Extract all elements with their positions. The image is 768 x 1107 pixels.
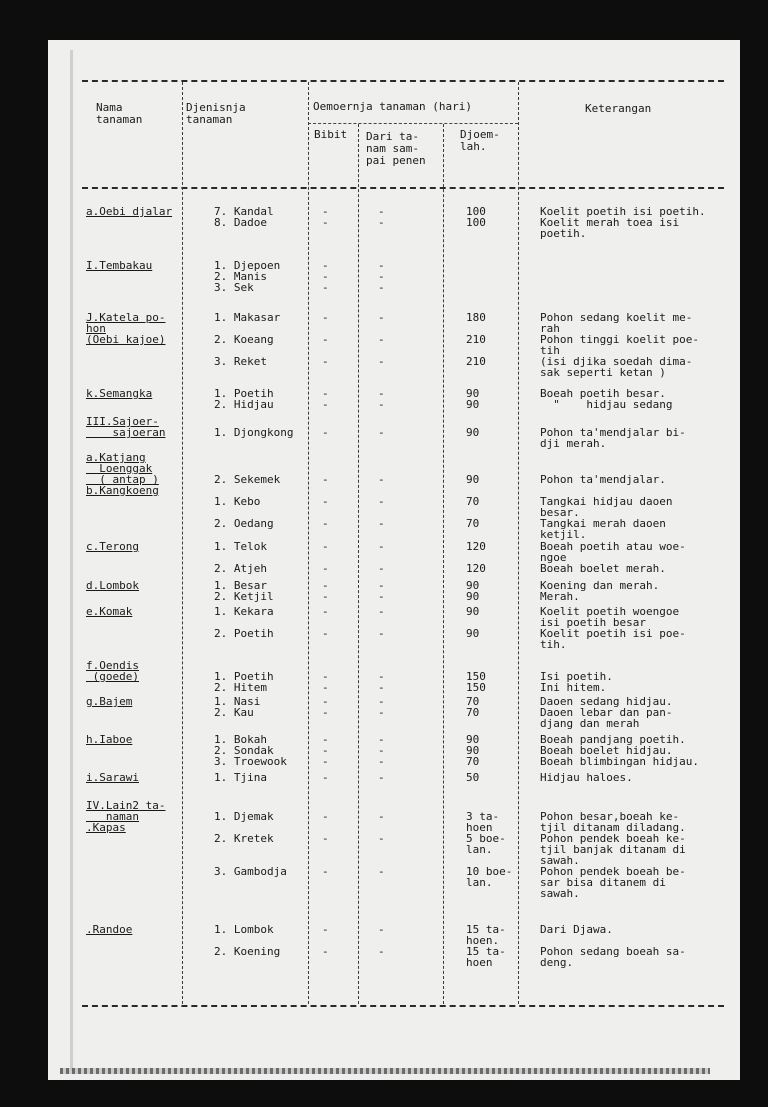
seed-age: - - - [322, 473, 329, 530]
plant-type: 1. Lombok 2. Koening [214, 923, 281, 958]
plant-note: Koelit poetih woengoe isi poetih besar Koelit poetih isi poe- tih. [540, 605, 686, 651]
age-subheader-rule [308, 123, 518, 124]
plant-type: 1. Makasar 2. Koeang 3. Reket [214, 311, 281, 368]
plant-type: 7. Kandal 8. Dadoe [214, 205, 274, 229]
table-top-rule [82, 80, 724, 82]
plant-type: 2. Sekemek 1. Kebo 2. Oedang [214, 473, 281, 530]
plant-name: k.Semangka [86, 387, 153, 400]
plant-note: Koening dan merah. Merah. [540, 579, 660, 603]
plant-note: Dari Djawa. Pohon sedang boeah sa- deng. [540, 923, 686, 969]
plant-name: h.Iaboe [86, 733, 133, 746]
plant-name: d.Lombok [86, 579, 139, 592]
total-age: 90 90 [466, 387, 480, 411]
total-age: 100 100 [466, 205, 486, 229]
total-age: 50 [466, 771, 480, 784]
plant-name: .Randoe [86, 923, 133, 936]
total-age: 90 [466, 426, 480, 439]
seed-age: - - [322, 540, 329, 575]
plant-type: 1. Besar 2. Ketjil [214, 579, 274, 603]
plant-name: III.Sajoer- sajoeran [86, 415, 166, 439]
total-age: 150 150 [466, 670, 486, 694]
table-bottom-rule [82, 1005, 724, 1007]
seed-age: - - [322, 387, 329, 411]
plant-to-harvest-age: - - [378, 695, 385, 719]
total-age: 90 90 70 [466, 733, 480, 768]
plant-type: 1. Djongkong [214, 426, 294, 439]
plant-to-harvest-age: - - - [378, 259, 385, 294]
seed-age: - [322, 426, 329, 439]
plant-note: Pohon ta'mendjalar. Tangkai hidjau daoen besar. Tangkai merah daoen ketjil. [540, 473, 673, 541]
total-age: 15 ta- hoen. 15 ta- hoen [466, 923, 506, 969]
plant-to-harvest-age: - - [378, 540, 385, 575]
seed-age: - - - [322, 259, 329, 294]
column-divider [182, 82, 183, 1004]
header-plant-to-harvest: Dari ta- nam sam- pai penen [366, 130, 426, 167]
plant-type: 1. Bokah 2. Sondak 3. Troewook [214, 733, 287, 768]
plant-type: 1. Telok 2. Atjeh [214, 540, 267, 575]
header-total: Djoem- lah. [460, 128, 500, 153]
seed-age: - - [322, 605, 329, 640]
plant-to-harvest-age: - - - [378, 810, 385, 878]
plant-name: a.Katjang Loenggak ( antap ) b.Kangkoeng [86, 451, 159, 497]
seed-age: - - - [322, 733, 329, 768]
plant-name: IV.Lain2 ta- naman .Kapas [86, 799, 166, 834]
total-age: 90 90 [466, 605, 480, 640]
plant-type: 1. Djemak 2. Kretek 3. Gambodja [214, 810, 287, 878]
header-plant-age: Oemoernja tanaman (hari) [313, 100, 472, 113]
plant-name: c.Terong [86, 540, 139, 553]
total-age: 120 120 [466, 540, 486, 575]
seed-age: - - [322, 205, 329, 229]
plant-type: 1. Kekara 2. Poetih [214, 605, 274, 640]
plant-type: 1. Nasi 2. Kau [214, 695, 261, 719]
plant-name: g.Bajem [86, 695, 133, 708]
plant-note: Hidjau haloes. [540, 771, 633, 784]
header-seed: Bibit [314, 128, 348, 141]
seed-age: - - - [322, 810, 329, 878]
plant-note: Boeah pandjang poetih. Boeah boelet hidjau. Boeah blimbingan hidjau. [540, 733, 699, 768]
column-divider [358, 124, 359, 1004]
header-plant-type: Djenisnja tanaman [186, 101, 246, 126]
total-age: 70 70 [466, 695, 480, 719]
plant-to-harvest-age: - - [378, 579, 385, 603]
plant-to-harvest-age: - [378, 426, 385, 439]
total-age: 180 210 210 [466, 311, 486, 368]
header-bottom-rule [82, 187, 724, 189]
plant-to-harvest-age: - - - [378, 311, 385, 368]
seed-age: - [322, 771, 329, 784]
plant-to-harvest-age: - - [378, 605, 385, 640]
plant-to-harvest-age: - - [378, 205, 385, 229]
plant-type: 1. Djepoen 2. Manis 3. Sek [214, 259, 281, 294]
plant-to-harvest-age: - - [378, 670, 385, 694]
plant-note: Boeah poetih atau woe- ngoe Boeah boelet merah. [540, 540, 686, 575]
seed-age: - - [322, 579, 329, 603]
plant-note: Pohon ta'mendjalar bi- dji merah. [540, 426, 686, 450]
plant-to-harvest-age: - - - [378, 733, 385, 768]
plant-name: f.Oendis (goede) [86, 659, 139, 683]
plant-type: 1. Tjina [214, 771, 267, 784]
plant-to-harvest-age: - - [378, 387, 385, 411]
page-edge [70, 50, 73, 1070]
seed-age: - - - [322, 311, 329, 368]
plant-name: e.Komak [86, 605, 133, 618]
plant-to-harvest-age: - - [378, 923, 385, 958]
column-divider [443, 124, 444, 1004]
column-divider [308, 82, 309, 1004]
seed-age: - - [322, 670, 329, 694]
plant-to-harvest-age: - - - [378, 473, 385, 530]
plant-name: a.Oebi djalar [86, 205, 173, 218]
header-notes: Keterangan [585, 102, 652, 115]
plant-to-harvest-age: - [378, 771, 385, 784]
plant-note: Koelit poetih isi poetih. Koelit merah toea isi poetih. [540, 205, 706, 240]
plant-name: J.Katela po- hon (Oebi kajoe) [86, 311, 166, 346]
plant-name: I.Tembakau [86, 259, 153, 272]
plant-type: 1. Poetih 2. Hidjau [214, 387, 274, 411]
plant-note: Pohon besar,boeah ke- tjil ditanam diladang. Pohon pendek boeah ke- tjil banjak ditanam di sawah. Pohon pendek boeah be- sar bisa ditanem di sawah. [540, 810, 686, 900]
header-plant-name: Nama tanaman [96, 101, 143, 126]
plant-note: Pohon sedang koelit me- rah Pohon tinggi koelit poe- tih (isi djika soedah dima- sak seperti ketan ) [540, 311, 699, 379]
plant-note: Daoen sedang hidjau. Daoen lebar dan pan- djang dan merah [540, 695, 673, 730]
seed-age: - - [322, 923, 329, 958]
total-age: 90 90 [466, 579, 480, 603]
total-age: 3 ta- hoen 5 boe- lan. 10 boe- lan. [466, 810, 513, 889]
plant-note: Boeah poetih besar. " hidjau sedang [540, 387, 673, 411]
total-age: 90 70 70 [466, 473, 480, 530]
page-bottom-edge [60, 1068, 710, 1074]
seed-age: - - [322, 695, 329, 719]
plant-name: i.Sarawi [86, 771, 139, 784]
plant-note: Isi poetih. Ini hitem. [540, 670, 613, 694]
column-divider [518, 82, 519, 1004]
plant-type: 1. Poetih 2. Hitem [214, 670, 274, 694]
